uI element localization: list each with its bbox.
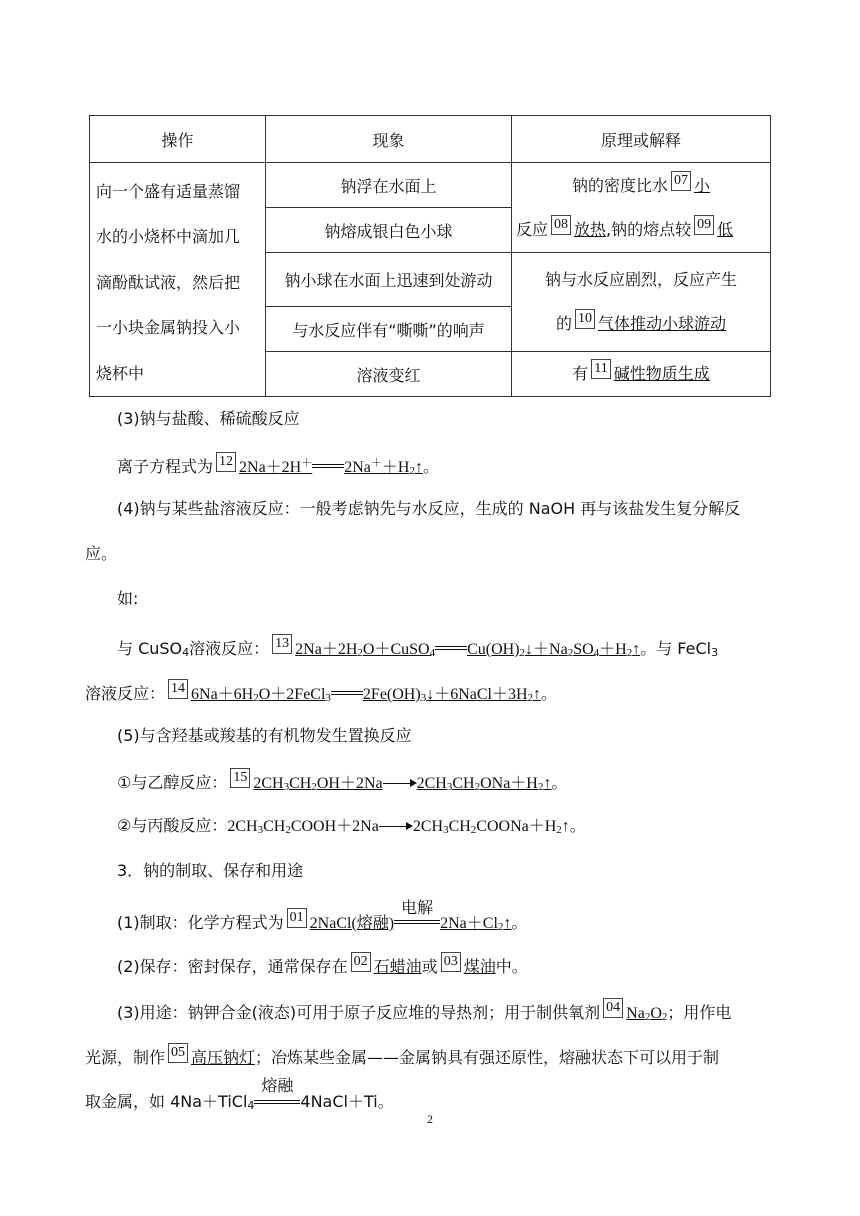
phenomenon-5: 溶液变红	[266, 352, 512, 397]
answer: 小	[694, 175, 711, 195]
explanation-density: 钠的密度比水 07 小	[571, 172, 711, 195]
answer: 低	[717, 219, 734, 239]
ethanol-line: ①与乙醇反应： 15 $2CH_3CH_2OH+2Na$ $2CH_3CH_2ONa+H_2↑$。	[117, 770, 568, 793]
blank-number: 12	[216, 452, 236, 472]
blank-number: 08	[551, 215, 571, 235]
answer: $Na_2O_2$	[626, 1005, 668, 1023]
ionic-equation-line: 离子方程式为 12 2Na＋2H＋ $2Na^++H_2↑$。	[117, 454, 439, 477]
header-phenomenon: 现象	[266, 116, 512, 163]
storage-line: (2)保存：密封保存，通常保存在 02 石蜡油或 03 煤油中。	[117, 954, 528, 976]
blank-number: 03	[441, 952, 461, 972]
explanation-1	[512, 163, 771, 253]
phenomenon-1: 钠浮在水面上	[266, 163, 512, 208]
phenomenon-3: 钠小球在水面上迅速到处游动	[266, 253, 512, 307]
uses-line-2: 光源，制作 05 高压钠灯；冶炼某些金属——金属钠具有强还原性，熔融状态下可以用于制	[85, 1045, 720, 1067]
operation-line: 水的小烧杯中滴加几	[96, 227, 241, 247]
blank-number: 11	[591, 359, 610, 379]
experiment-table	[89, 115, 771, 397]
blank-number: 07	[671, 171, 691, 191]
answer-equation: $2CH_3CH_2OH+2Na$ $2CH_3CH_2ONa+H_2↑$	[253, 775, 552, 793]
operation-cell	[90, 163, 266, 397]
operation-line: 向一个盛有适量蒸馏	[96, 182, 241, 201]
blank-number: 04	[603, 998, 623, 1018]
example-label: 如:	[117, 589, 139, 608]
explanation-3: 有 11 碱性物质生成	[512, 352, 771, 397]
blank-number: 10	[575, 309, 595, 329]
reaction-condition: 熔融	[254, 1093, 300, 1112]
blank-number: 14	[168, 679, 188, 699]
answer-equation: 2NaCl(熔融) 电解 $2Na+Cl_2↑$	[309, 898, 512, 933]
blank-number: 05	[168, 1043, 188, 1063]
explanation-melting: 反应 08 放热,钠的熔点较 09 低	[516, 216, 734, 239]
answer: 放热	[574, 219, 607, 239]
propanoic-equation: $2CH_3CH_2COOH+2Na$ $2CH_3CH_2COONa+H_2↑$	[227, 818, 570, 836]
explanation-gas-b: 的 10 气体推动小球游动	[555, 311, 727, 334]
page-number: 2	[427, 1112, 433, 1126]
phenomenon-2: 钠熔成银白色小球	[266, 208, 512, 253]
reaction-condition: 电解	[394, 915, 440, 933]
blank-number: 01	[287, 908, 307, 928]
section-4-title: (4)钠与某些盐溶液反应：一般考虑钠先与水反应，生成的 NaOH 再与该盐发生复分解反	[117, 499, 741, 518]
section-5-title: (5)与含羟基或羧基的有机物发生置换反应	[117, 726, 412, 745]
header-explanation: 原理或解释	[512, 116, 771, 163]
answer: 煤油	[463, 957, 496, 976]
cuso4-line: 与 CuSO$_4$溶液反应： 13 $2Na+2H_2O+CuSO_4$ $Cu(OH)_2↓+Na_2SO_4+H_2↑$。与 FeCl$_3$	[117, 636, 719, 659]
header-operation: 操作	[90, 116, 266, 163]
answer-equation: 2Na＋2H＋ $2Na^++H_2↑$	[239, 457, 423, 477]
answer: 石蜡油	[373, 957, 422, 976]
answer: 高压钠灯	[191, 1048, 256, 1067]
propanoic-line: ②与丙酸反应：$2CH_3CH_2COOH+2Na$ $2CH_3CH_2COONa+H_2↑$。	[117, 816, 586, 836]
operation-line: 一小块金属钠投入小	[96, 318, 241, 338]
answer-equation: $2Na+2H_2O+CuSO_4$ $Cu(OH)_2↓+Na_2SO_4+H_2↑$	[295, 641, 641, 659]
answer: 气体推动小球游动	[598, 314, 727, 334]
blank-number: 13	[272, 634, 292, 654]
phenomenon-4: 与水反应伴有“嘶嘶”的响声	[266, 307, 512, 352]
blank-number: 02	[351, 952, 371, 972]
answer-equation: $6Na+6H_2O+2FeCl_3$ $2Fe(OH)_3↓+6NaCl+3H_2↑$	[191, 686, 542, 704]
explanation-2	[512, 253, 771, 352]
section-3-title: (3)钠与盐酸、稀硫酸反应	[117, 409, 300, 428]
operation-line: 滴酚酞试液，然后把	[96, 272, 241, 292]
uses-line-3: 取金属，如 4Na＋TiCl$_4$ 熔融 4NaCl＋Ti。	[85, 1076, 394, 1112]
explanation-gas-a: 钠与水反应剧烈，反应产生	[544, 270, 737, 290]
fecl3-line: 溶液反应： 14 $6Na+6H_2O+2FeCl_3$ $2Fe(OH)_3↓+6NaCl+3H_2↑$。	[85, 681, 558, 704]
answer: 碱性物质生成	[613, 364, 710, 384]
blank-number: 15	[230, 768, 250, 788]
preparation-line: (1)制取：化学方程式为 01 2NaCl(熔融) 电解 $2Na+Cl_2↑$。	[117, 898, 528, 933]
blank-number: 09	[694, 215, 714, 235]
section-3-heading: 3．钠的制取、保存和用途	[117, 861, 304, 880]
uses-line-1: (3)用途：钠钾合金(液态)可用于原子反应堆的导热剂；用于制供氧剂 04 $Na_2O_2$；用作电	[117, 1000, 732, 1023]
operation-line: 烧杯中	[96, 363, 145, 383]
section-4-title-cont: 应。	[85, 544, 118, 563]
